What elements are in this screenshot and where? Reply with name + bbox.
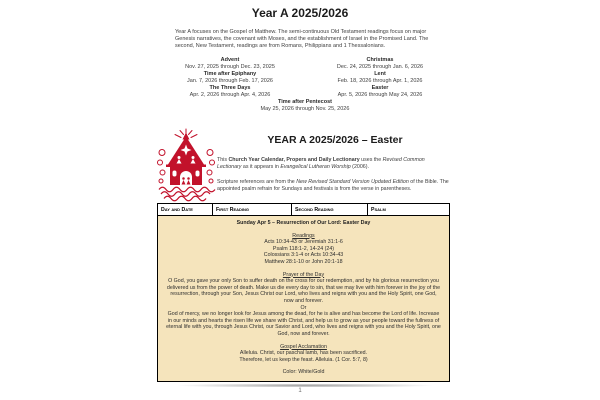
seasons-calendar	[155, 57, 455, 113]
column-header-psalm: Psalm	[371, 206, 386, 213]
lectionary-entry	[158, 216, 449, 381]
acclamation-line: Therefore, let us keep the feast. Alleluia. (1 Cor. 5:7, 8)	[239, 356, 368, 363]
prayer-text-1: O God, you gave your only Son to suffer death on the cross for our redemption, and by his glorious resurrection you delivered us from the power of death. Make us die every day to sin, that we may live with him forever in the joy of the resurrection, through your Son, Jesus Christ our Lord, who lives and reigns with you and the Holy Spirit, one God, now and forever.	[166, 278, 441, 304]
reading-line: Matthew 28:1-10 or John 20:1-18	[264, 258, 343, 265]
column-header-second-reading: Second Reading	[292, 204, 368, 215]
acclamation-line: Alleluia. Christ, our paschal lamb, has been sacrificed.	[239, 350, 368, 357]
calendar-description: This Church Year Calendar, Propers and Daily Lectionary uses the Revised Common Lectionary as it appears in Evangelical Lutheran Worship (2006).	[217, 157, 425, 170]
prayer-text-2: God of mercy, we no longer look for Jesus among the dead, for he is alive and has become the Lord of life. Increase in our minds and hearts the risen life we share with Christ, and help us to grow as your people toward the fullness of eternal life with you, through Jesus Christ, our Savior and Lord, who lives and reigns with you and the Holy Spirit, one God, now and forever.	[166, 311, 441, 337]
entry-title: Sunday Apr 5 – Resurrection of Our Lord: Easter Day	[236, 220, 371, 226]
or-label: Or	[300, 304, 307, 311]
season-three-days: The Three Days Apr. 2, 2026 through Apr. 4, 2026	[189, 85, 271, 98]
season-time-after-epiphany: Time after Epiphany Jan. 7, 2026 through Feb. 17, 2026	[187, 71, 273, 84]
liturgical-color: Color: White/Gold	[282, 369, 325, 376]
table-header-row	[158, 204, 449, 216]
season-time-after-pentecost: Time after Pentecost May 25, 2026 through Nov. 25, 2026	[260, 99, 350, 112]
column-header-day-and-date: Day and Date	[158, 204, 213, 215]
intro-paragraph: Year A focuses on the Gospel of Matthew. The semi-continuous Old Testament readings focus on major Genesis narratives, the covenant with Moses, and the establishment of Israel in the Promised Land. The second, New Testament, readings are from Romans, Philippians and 1 Thessalonians.	[175, 29, 429, 49]
scripture-note: Scripture references are from the New Revised Standard Version Updated Edition of the Bible. The appointed psalm refrain for Sundays and festivals is from the verse in parentheses.	[217, 179, 449, 192]
readings-label: Readings	[292, 232, 315, 239]
prayer-of-the-day-label: Prayer of the Day	[282, 271, 325, 278]
church-emblem-icon	[156, 127, 216, 205]
season-christmas: Christmas Dec. 24, 2025 through Jan. 6, 2026	[336, 57, 424, 70]
page-number: 1	[298, 388, 302, 394]
reading-line: Psalm 118:1-2, 14-24 (24)	[272, 245, 335, 252]
lectionary-table	[157, 203, 450, 382]
reading-line: Colossians 3:1-4 or Acts 10:34-43	[263, 252, 344, 259]
column-header-first-reading: First Reading	[213, 204, 292, 215]
page-title: Year A 2025/2026	[251, 6, 349, 20]
gospel-acclamation-label: Gospel Acclamation	[280, 343, 327, 350]
page-bottom-shadow	[140, 384, 470, 387]
reading-line: Acts 10:34-43 or Jeremiah 31:1-6	[264, 239, 343, 246]
season-easter: Easter Apr. 5, 2026 through May 24, 2026	[337, 85, 423, 98]
season-lent: Lent Feb. 18, 2026 through Apr. 1, 2026	[337, 71, 423, 84]
season-advent: Advent Nov. 27, 2025 through Dec. 23, 2025	[185, 57, 275, 70]
section-heading: YEAR A 2025/2026 – Easter	[267, 134, 403, 146]
